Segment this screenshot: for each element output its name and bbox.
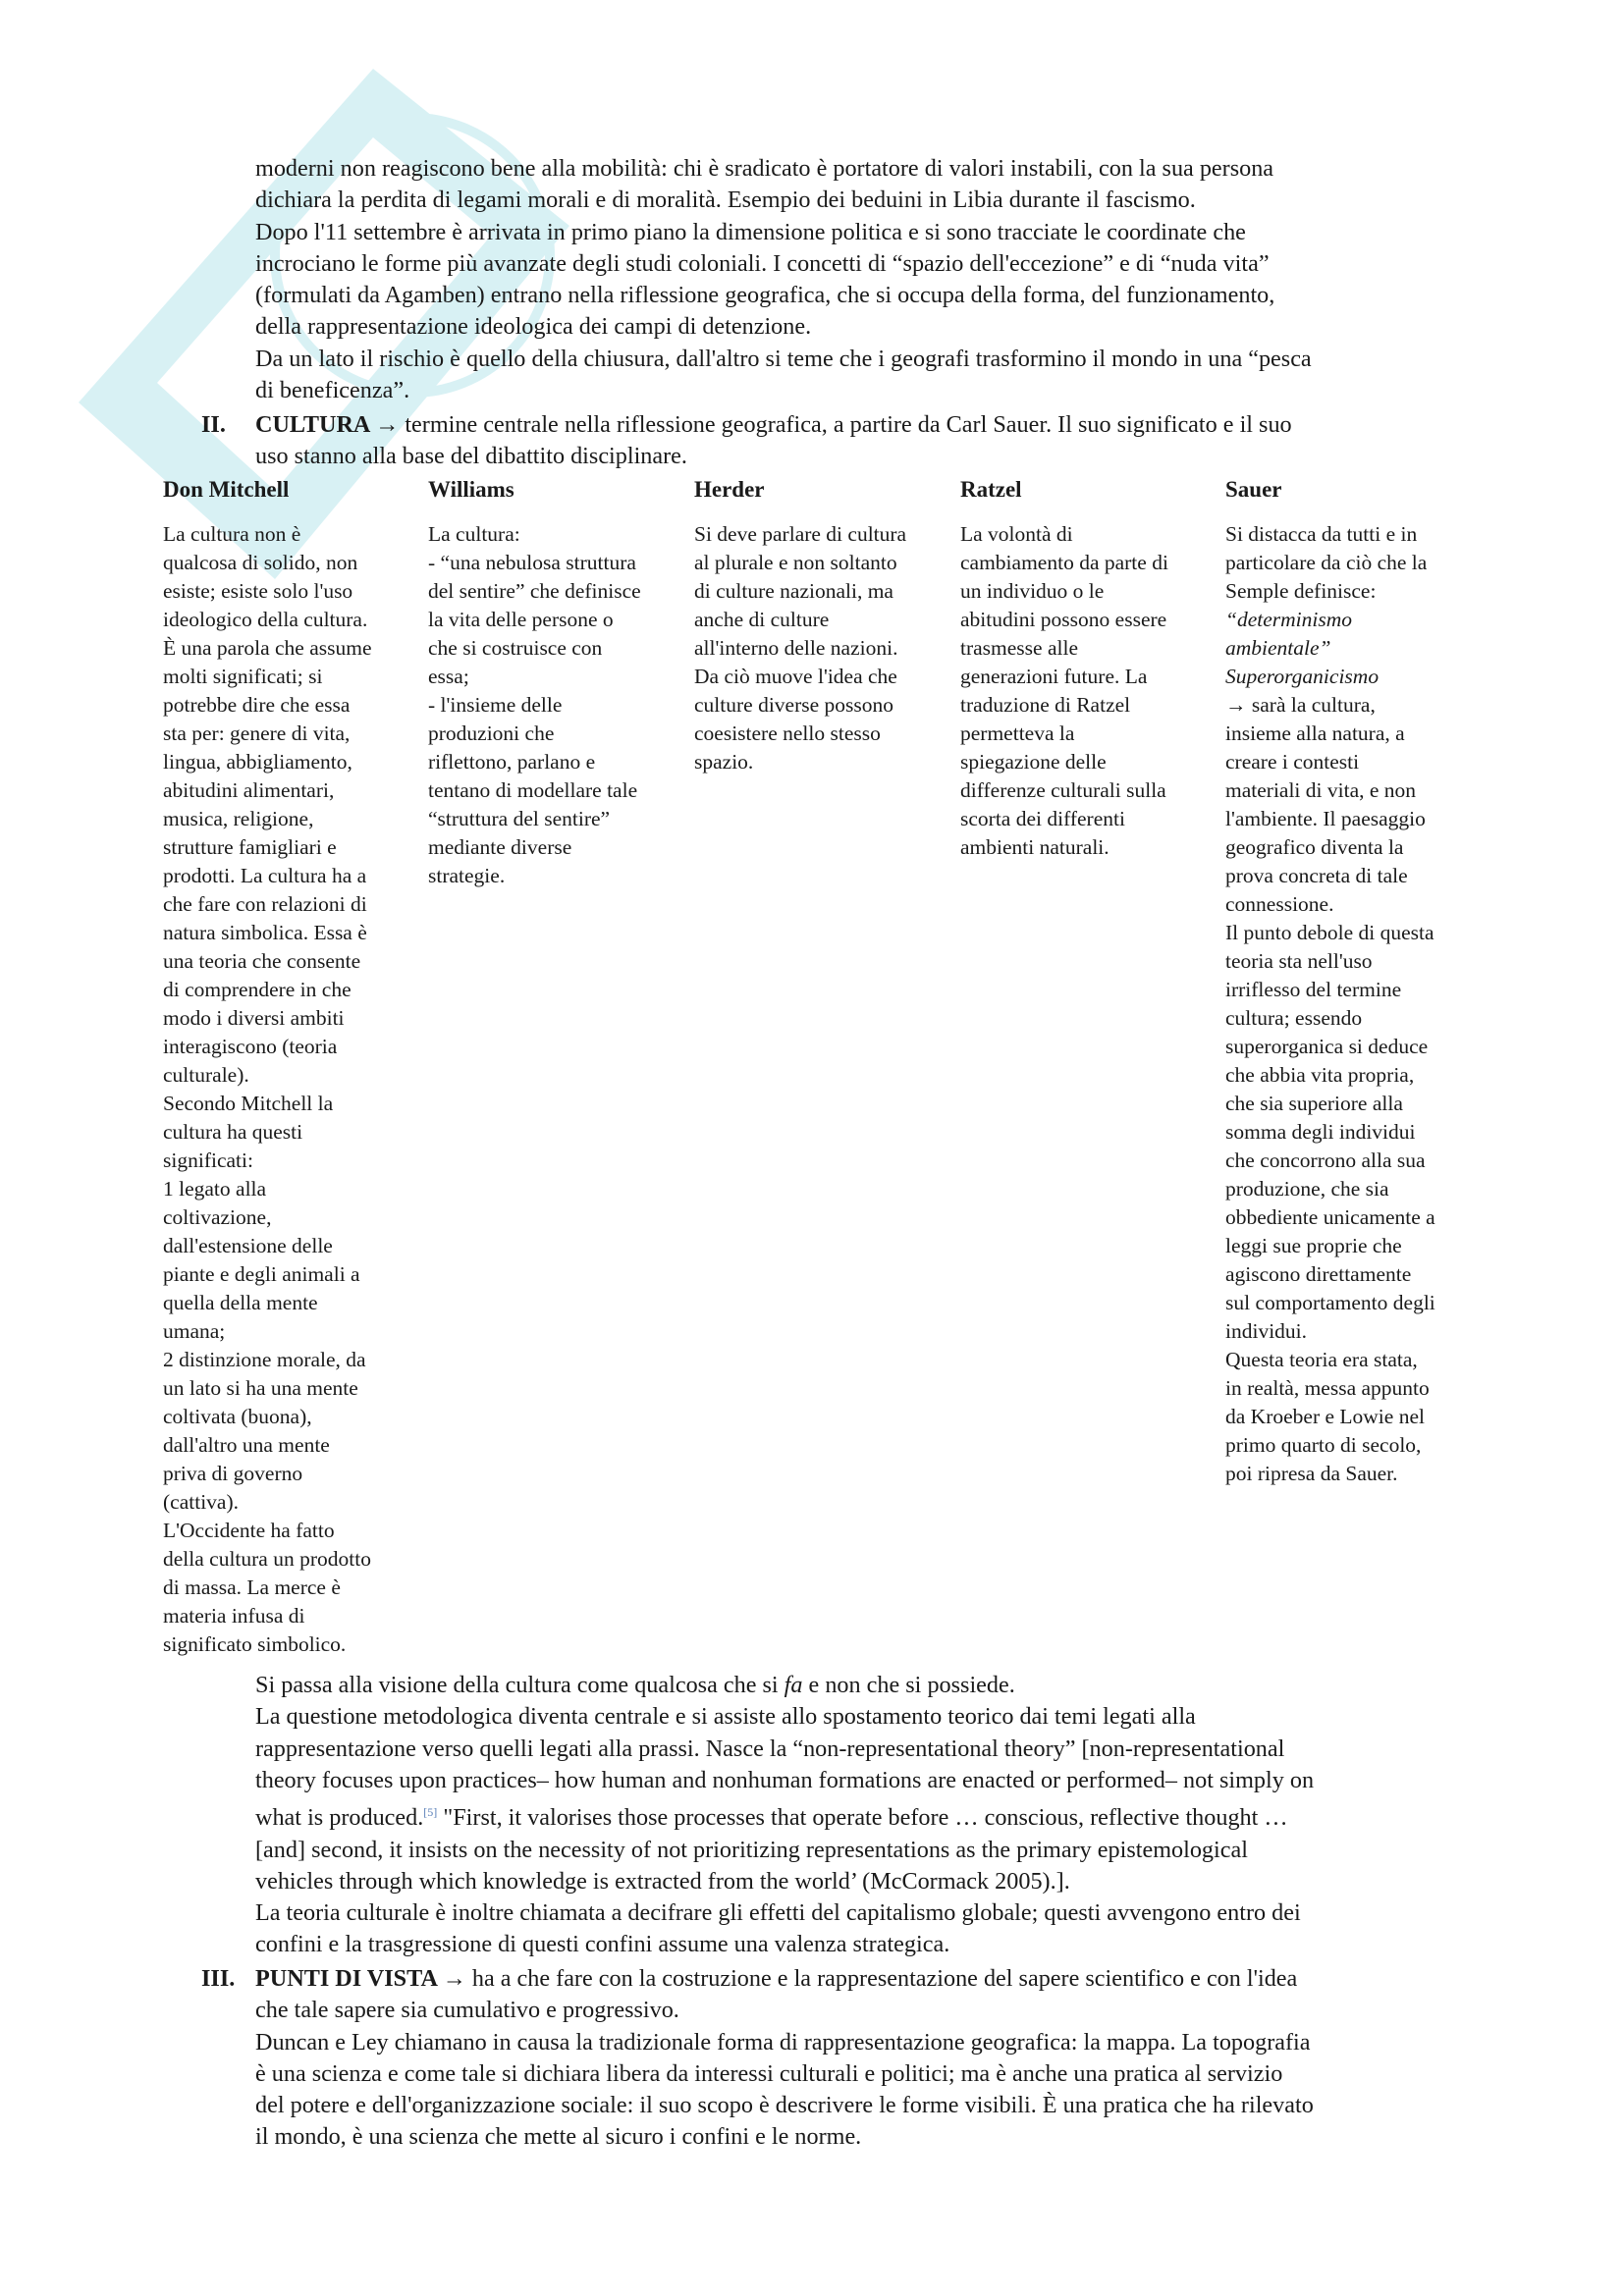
cell-line: La cultura non è — [163, 522, 301, 546]
intro-line: di beneficenza”. — [255, 377, 410, 404]
cell-line: traduzione di Ratzel — [960, 693, 1131, 717]
cell-line: che sia superiore alla — [1225, 1092, 1403, 1115]
table-column-mitchell — [163, 475, 418, 1659]
cell-line: abitudini possono essere — [960, 608, 1167, 631]
column-body — [1225, 520, 1481, 1488]
cell-line: La cultura: — [428, 522, 520, 546]
intro-line: Da un lato il rischio è quello della chiusura, dall'altro si teme che i geografi trasformino il mondo in una “pesca — [255, 345, 1312, 372]
cell-line-italic: “determinismo — [1225, 608, 1352, 631]
after-table-paragraph — [255, 1670, 1473, 1961]
cell-line: in realtà, messa appunto — [1225, 1376, 1430, 1400]
cell-line: un individuo o le — [960, 579, 1105, 603]
cell-line: L'Occidente ha fatto — [163, 1519, 335, 1542]
cell-line: che fare con relazioni di — [163, 892, 367, 916]
intro-line: moderni non reagiscono bene alla mobilità: chi è sradicato è portatore di valori instabili, con la sua persona — [255, 155, 1274, 182]
section-number: II. — [201, 411, 226, 438]
cell-line: generazioni future. La — [960, 665, 1148, 688]
cell-line: da Kroeber e Lowie nel — [1225, 1405, 1425, 1428]
cell-line-italic: Superorganicismo — [1225, 665, 1380, 688]
cell-line: lingua, abbigliamento, — [163, 750, 352, 774]
text-run: "First, it valorises those processes that operate before … conscious, reflective thought … — [437, 1804, 1288, 1832]
section-text: uso stanno alla base del dibattito disciplinare. — [255, 443, 687, 470]
cell-line: materiali di vita, e non — [1225, 778, 1417, 802]
section-text: è una scienza e come tale si dichiara libera da interessi culturali e politici; ma è anche una pratica al servizio — [255, 2059, 1283, 2087]
intro-line: Dopo l'11 settembre è arrivata in primo piano la dimensione politica e si sono tracciate le coordinate che — [255, 218, 1246, 245]
text-line: vehicles through which knowledge is extracted from the world’ (McCormack 2005).]. — [255, 1867, 1070, 1895]
cell-line: trasmesse alle — [960, 636, 1078, 660]
cell-line: geografico diventa la — [1225, 835, 1404, 859]
cell-line: - l'insieme delle — [428, 693, 563, 717]
cell-line: dall'altro una mente — [163, 1433, 330, 1457]
cell-line: prodotti. La cultura ha a — [163, 864, 367, 887]
column-header: Herder — [694, 477, 765, 502]
intro-line: (formulati da Agamben) entrano nella riflessione geografica, che si occupa della forma, del funzionamento, — [255, 282, 1275, 309]
cell-line: spiegazione delle — [960, 750, 1107, 774]
cell-line: irriflesso del termine — [1225, 978, 1402, 1001]
section-keyword: PUNTI DI VISTA → — [255, 1965, 466, 1992]
cell-line: del sentire” che definisce — [428, 579, 641, 603]
cell-line: essa; — [428, 665, 469, 688]
cell-line: primo quarto di secolo, — [1225, 1433, 1422, 1457]
footnote-reference-link[interactable]: [5] — [423, 1805, 438, 1820]
cell-line: una teoria che consente — [163, 949, 361, 973]
section-text: termine centrale nella riflessione geografica, a partire da Carl Sauer. Il suo significato e il suo — [405, 411, 1292, 438]
cell-line: priva di governo — [163, 1462, 303, 1485]
text-line: La teoria culturale è inoltre chiamata a decifrare gli effetti del capitalismo globale; questi avvengono entro dei — [255, 1899, 1301, 1927]
cell-line: un lato si ha una mente — [163, 1376, 358, 1400]
cell-line: qualcosa di solido, non — [163, 551, 358, 574]
cell-line: riflettono, parlano e — [428, 750, 596, 774]
cell-line: natura simbolica. Essa è — [163, 921, 367, 944]
column-body — [428, 520, 683, 890]
cell-line: “struttura del sentire” — [428, 807, 611, 830]
table-column-sauer — [1225, 475, 1481, 1488]
cell-line: abitudini alimentari, — [163, 778, 335, 802]
cell-line: di massa. La merce è — [163, 1575, 341, 1599]
section-text: che tale sapere sia cumulativo e progressivo. — [255, 1997, 679, 2024]
cell-line: Da ciò muove l'idea che — [694, 665, 897, 688]
culture-table — [163, 475, 1493, 1659]
cell-line: Il punto debole di questa — [1225, 921, 1434, 944]
cell-line: esiste; esiste solo l'uso — [163, 579, 353, 603]
table-column-herder — [694, 475, 949, 776]
cell-line: significati: — [163, 1148, 253, 1172]
cell-line: sul comportamento degli — [1225, 1291, 1435, 1314]
section-keyword: CULTURA → — [255, 411, 400, 438]
cell-line: che abbia vita propria, — [1225, 1063, 1415, 1087]
cell-line: interagiscono (teoria — [163, 1035, 338, 1058]
cell-line: culture diverse possono — [694, 693, 894, 717]
text-line: La questione metodologica diventa centrale e si assiste allo spostamento teorico dai temi legati alla — [255, 1703, 1196, 1731]
cell-line: spazio. — [694, 750, 754, 774]
cell-line: piante e degli animali a — [163, 1262, 360, 1286]
cell-line: produzioni che — [428, 721, 555, 745]
cell-line: cambiamento da parte di — [960, 551, 1168, 574]
cell-line: sta per: genere di vita, — [163, 721, 351, 745]
cell-line: dall'estensione delle — [163, 1234, 333, 1257]
cell-line: Si distacca da tutti e in — [1225, 522, 1418, 546]
cell-line: creare i contesti — [1225, 750, 1360, 774]
cell-line: obbediente unicamente a — [1225, 1205, 1435, 1229]
cell-line: cultura; essendo — [1225, 1006, 1363, 1030]
cell-line: che si costruisce con — [428, 636, 603, 660]
cell-line: l'ambiente. Il paesaggio — [1225, 807, 1426, 830]
text-line: theory focuses upon practices– how human and nonhuman formations are enacted or performed– not simply on — [255, 1766, 1315, 1793]
section-text: Duncan e Ley chiamano in causa la tradizionale forma di rappresentazione geografica: la mappa. La topografia — [255, 2028, 1311, 2056]
cell-line: (cattiva). — [163, 1490, 239, 1514]
cell-line: coesistere nello stesso — [694, 721, 881, 745]
intro-paragraph — [255, 153, 1473, 406]
column-body — [694, 520, 949, 776]
cell-line: Semple definisce: — [1225, 579, 1377, 603]
cell-line: musica, religione, — [163, 807, 314, 830]
cell-line: culturale). — [163, 1063, 249, 1087]
cell-line: ambienti naturali. — [960, 835, 1109, 859]
text-run-italic: fa — [784, 1672, 803, 1698]
cell-line: Secondo Mitchell la — [163, 1092, 334, 1115]
text-line: rappresentazione verso quelli legati alla prassi. Nasce la “non-representational theory” [non-representational — [255, 1735, 1285, 1762]
cell-line: quella della mente — [163, 1291, 318, 1314]
cell-line: poi ripresa da Sauer. — [1225, 1462, 1398, 1485]
text-run: what is produced. — [255, 1804, 424, 1832]
cell-line: produzione, che sia — [1225, 1177, 1389, 1201]
cell-line: tentano di modellare tale — [428, 778, 638, 802]
column-header: Williams — [428, 477, 514, 502]
cell-line: di comprendere in che — [163, 978, 352, 1001]
text-line — [255, 1670, 1473, 1701]
cell-line: coltivata (buona), — [163, 1405, 312, 1428]
cell-line: scorta dei differenti — [960, 807, 1125, 830]
column-header: Don Mitchell — [163, 477, 290, 502]
intro-line: incrociano le forme più avanzate degli studi coloniali. I concetti di “spazio dell'eccezione” e di “nuda vita” — [255, 249, 1270, 277]
cell-line: Questa teoria era stata, — [1225, 1348, 1418, 1371]
table-column-williams — [428, 475, 683, 890]
section-text: il mondo, è una scienza che mette al sicuro i confini e le norme. — [255, 2123, 862, 2151]
intro-line: della rappresentazione ideologica dei campi di detenzione. — [255, 313, 812, 341]
cell-line-italic: ambientale” — [1225, 636, 1331, 660]
cell-line: significato simbolico. — [163, 1632, 347, 1656]
cell-line: che concorrono alla sua — [1225, 1148, 1426, 1172]
table-column-ratzel — [960, 475, 1216, 862]
column-body — [163, 520, 418, 1659]
cell-line: strutture famigliari e — [163, 835, 337, 859]
cell-line: insieme alla natura, a — [1225, 721, 1405, 745]
text-line — [255, 1796, 1473, 1834]
section-number: III. — [201, 1965, 236, 1992]
section-text: del potere e dell'organizzazione sociale: il suo scopo è descrivere le forme visibili. È una pratica che ha rilevato — [255, 2092, 1314, 2119]
cell-line: anche di culture — [694, 608, 830, 631]
text-run: Si passa alla visione della cultura come qualcosa che si — [255, 1672, 784, 1698]
cell-line: 1 legato alla — [163, 1177, 267, 1201]
cell-line: all'interno delle nazioni. — [694, 636, 898, 660]
cell-line: umana; — [163, 1319, 226, 1343]
cell-line: leggi sue proprie che — [1225, 1234, 1402, 1257]
cell-line: permetteva la — [960, 721, 1075, 745]
cell-line: modo i diversi ambiti — [163, 1006, 345, 1030]
cell-line: La volontà di — [960, 522, 1073, 546]
text-line: confini e la trasgressione di questi confini assume una valenza strategica. — [255, 1931, 950, 1958]
text-line: [and] second, it insists on the necessity of not prioritizing representations as the primary epistemological — [255, 1836, 1248, 1863]
intro-line: dichiara la perdita di legami morali e di moralità. Esempio dei beduini in Libia durante il fascismo. — [255, 187, 1196, 214]
cell-line: materia infusa di — [163, 1604, 305, 1628]
cell-line: di culture nazionali, ma — [694, 579, 893, 603]
cell-line: cultura ha questi — [163, 1120, 303, 1144]
cell-line: al plurale e non soltanto — [694, 551, 897, 574]
cell-line: strategie. — [428, 864, 506, 887]
cell-line: della cultura un prodotto — [163, 1547, 371, 1571]
cell-line: prova concreta di tale — [1225, 864, 1408, 887]
cell-line: particolare da ciò che la — [1225, 551, 1428, 574]
cell-line: connessione. — [1225, 892, 1334, 916]
column-body — [960, 520, 1216, 862]
cell-line: potrebbe dire che essa — [163, 693, 351, 717]
column-header: Sauer — [1225, 477, 1282, 502]
cell-line: coltivazione, — [163, 1205, 272, 1229]
cell-line: molti significati; si — [163, 665, 323, 688]
cell-line: individui. — [1225, 1319, 1308, 1343]
cell-line: ideologico della cultura. — [163, 608, 368, 631]
cell-line: È una parola che assume — [163, 636, 372, 660]
cell-line: mediante diverse — [428, 835, 572, 859]
cell-line: Si deve parlare di cultura — [694, 522, 907, 546]
section-punti-di-vista — [201, 1963, 1473, 2154]
text-run: e non che si possiede. — [802, 1672, 1015, 1698]
cell-line: - “una nebulosa struttura — [428, 551, 636, 574]
column-header: Ratzel — [960, 477, 1022, 502]
cell-line: agiscono direttamente — [1225, 1262, 1412, 1286]
cell-line: la vita delle persone o — [428, 608, 614, 631]
cell-line: 2 distinzione morale, da — [163, 1348, 366, 1371]
cell-line: teoria sta nell'uso — [1225, 949, 1373, 973]
cell-line: somma degli individui — [1225, 1120, 1416, 1144]
cell-line: → sarà la cultura, — [1225, 693, 1376, 717]
section-cultura — [201, 409, 1473, 473]
cell-line: superorganica si deduce — [1225, 1035, 1429, 1058]
cell-line: differenze culturali sulla — [960, 778, 1166, 802]
section-text: ha a che fare con la costruzione e la rappresentazione del sapere scientifico e con l'idea — [465, 1965, 1298, 1992]
